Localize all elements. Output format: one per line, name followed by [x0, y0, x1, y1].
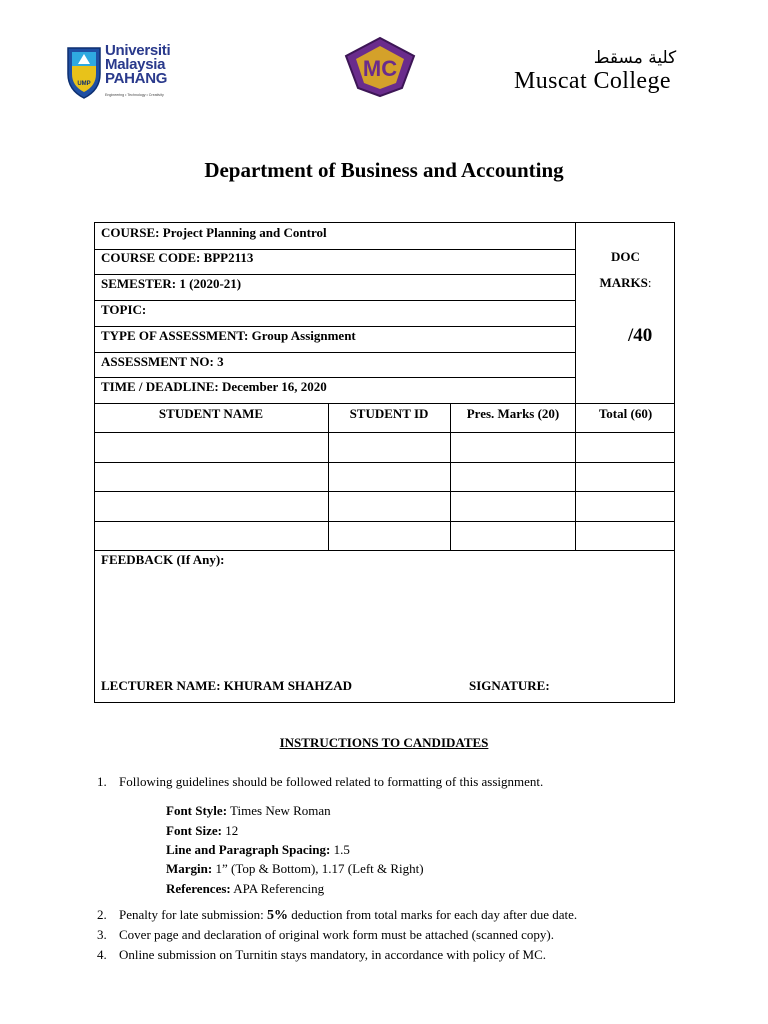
deadline-field: TIME / DEADLINE: December 16, 2020: [101, 379, 327, 394]
doc-label: DOC: [611, 249, 640, 264]
ump-line1: Universiti: [105, 42, 171, 59]
marks-label: MARKS:: [599, 275, 652, 290]
instruction-item-3: 3. Cover page and declaration of original work form must be attached (scanned copy).: [97, 927, 554, 942]
ump-tagline: Engineering • Technology • Creativity: [105, 93, 164, 97]
ump-shield-icon: [64, 44, 104, 100]
instruction-item-4: 4. Online submission on Turnitin stays mandatory, in accordance with policy of MC.: [97, 947, 547, 962]
feedback-label: FEEDBACK (If Any):: [101, 552, 225, 567]
signature-label: SIGNATURE:: [469, 678, 550, 693]
mc-logo: [342, 36, 418, 98]
marks-value: /40: [628, 325, 653, 346]
muscat-english-name: Muscat College: [514, 68, 671, 94]
assessment-type-field: TYPE OF ASSESSMENT: Group Assignment: [101, 328, 356, 343]
format-references: References: APA Referencing: [166, 881, 325, 896]
instruction-item-2: 2. Penalty for late submission: 5% deduction from total marks for each day after due date.: [97, 907, 578, 923]
muscat-arabic-name: كلية مسقط: [593, 48, 677, 68]
header-pres-marks: Pres. Marks (20): [466, 406, 560, 421]
header-student-name: STUDENT NAME: [158, 406, 264, 421]
course-field: COURSE: Project Planning and Control: [101, 225, 327, 240]
assessment-no-field: ASSESSMENT NO: 3: [101, 354, 224, 369]
format-font-style: Font Style: Times New Roman: [166, 803, 331, 818]
format-spacing: Line and Paragraph Spacing: 1.5: [166, 842, 350, 857]
mc-monogram: MC: [362, 56, 398, 81]
page-title: Department of Business and Accounting: [204, 158, 564, 182]
course-code-field: COURSE CODE: BPP2113: [101, 250, 254, 265]
lecturer-name: LECTURER NAME: KHURAM SHAHZAD: [101, 678, 352, 693]
ump-logo: [64, 44, 174, 100]
format-margin: Margin: 1” (Top & Bottom), 1.17 (Left & Right): [166, 861, 424, 876]
semester-field: SEMESTER: 1 (2020-21): [101, 276, 242, 291]
format-font-size: Font Size: 12: [166, 823, 239, 838]
ump-line2: Malaysia: [105, 56, 166, 73]
instructions-heading: INSTRUCTIONS TO CANDIDATES: [279, 735, 489, 750]
header-total: Total (60): [598, 406, 653, 421]
ump-badge-text: UMP: [77, 81, 91, 87]
header-student-id: STUDENT ID: [349, 406, 429, 421]
muscat-college-logo: [514, 48, 714, 94]
mc-emblem-icon: [342, 36, 418, 98]
topic-field: TOPIC:: [101, 302, 147, 317]
ump-line3: PAHANG: [105, 70, 168, 87]
